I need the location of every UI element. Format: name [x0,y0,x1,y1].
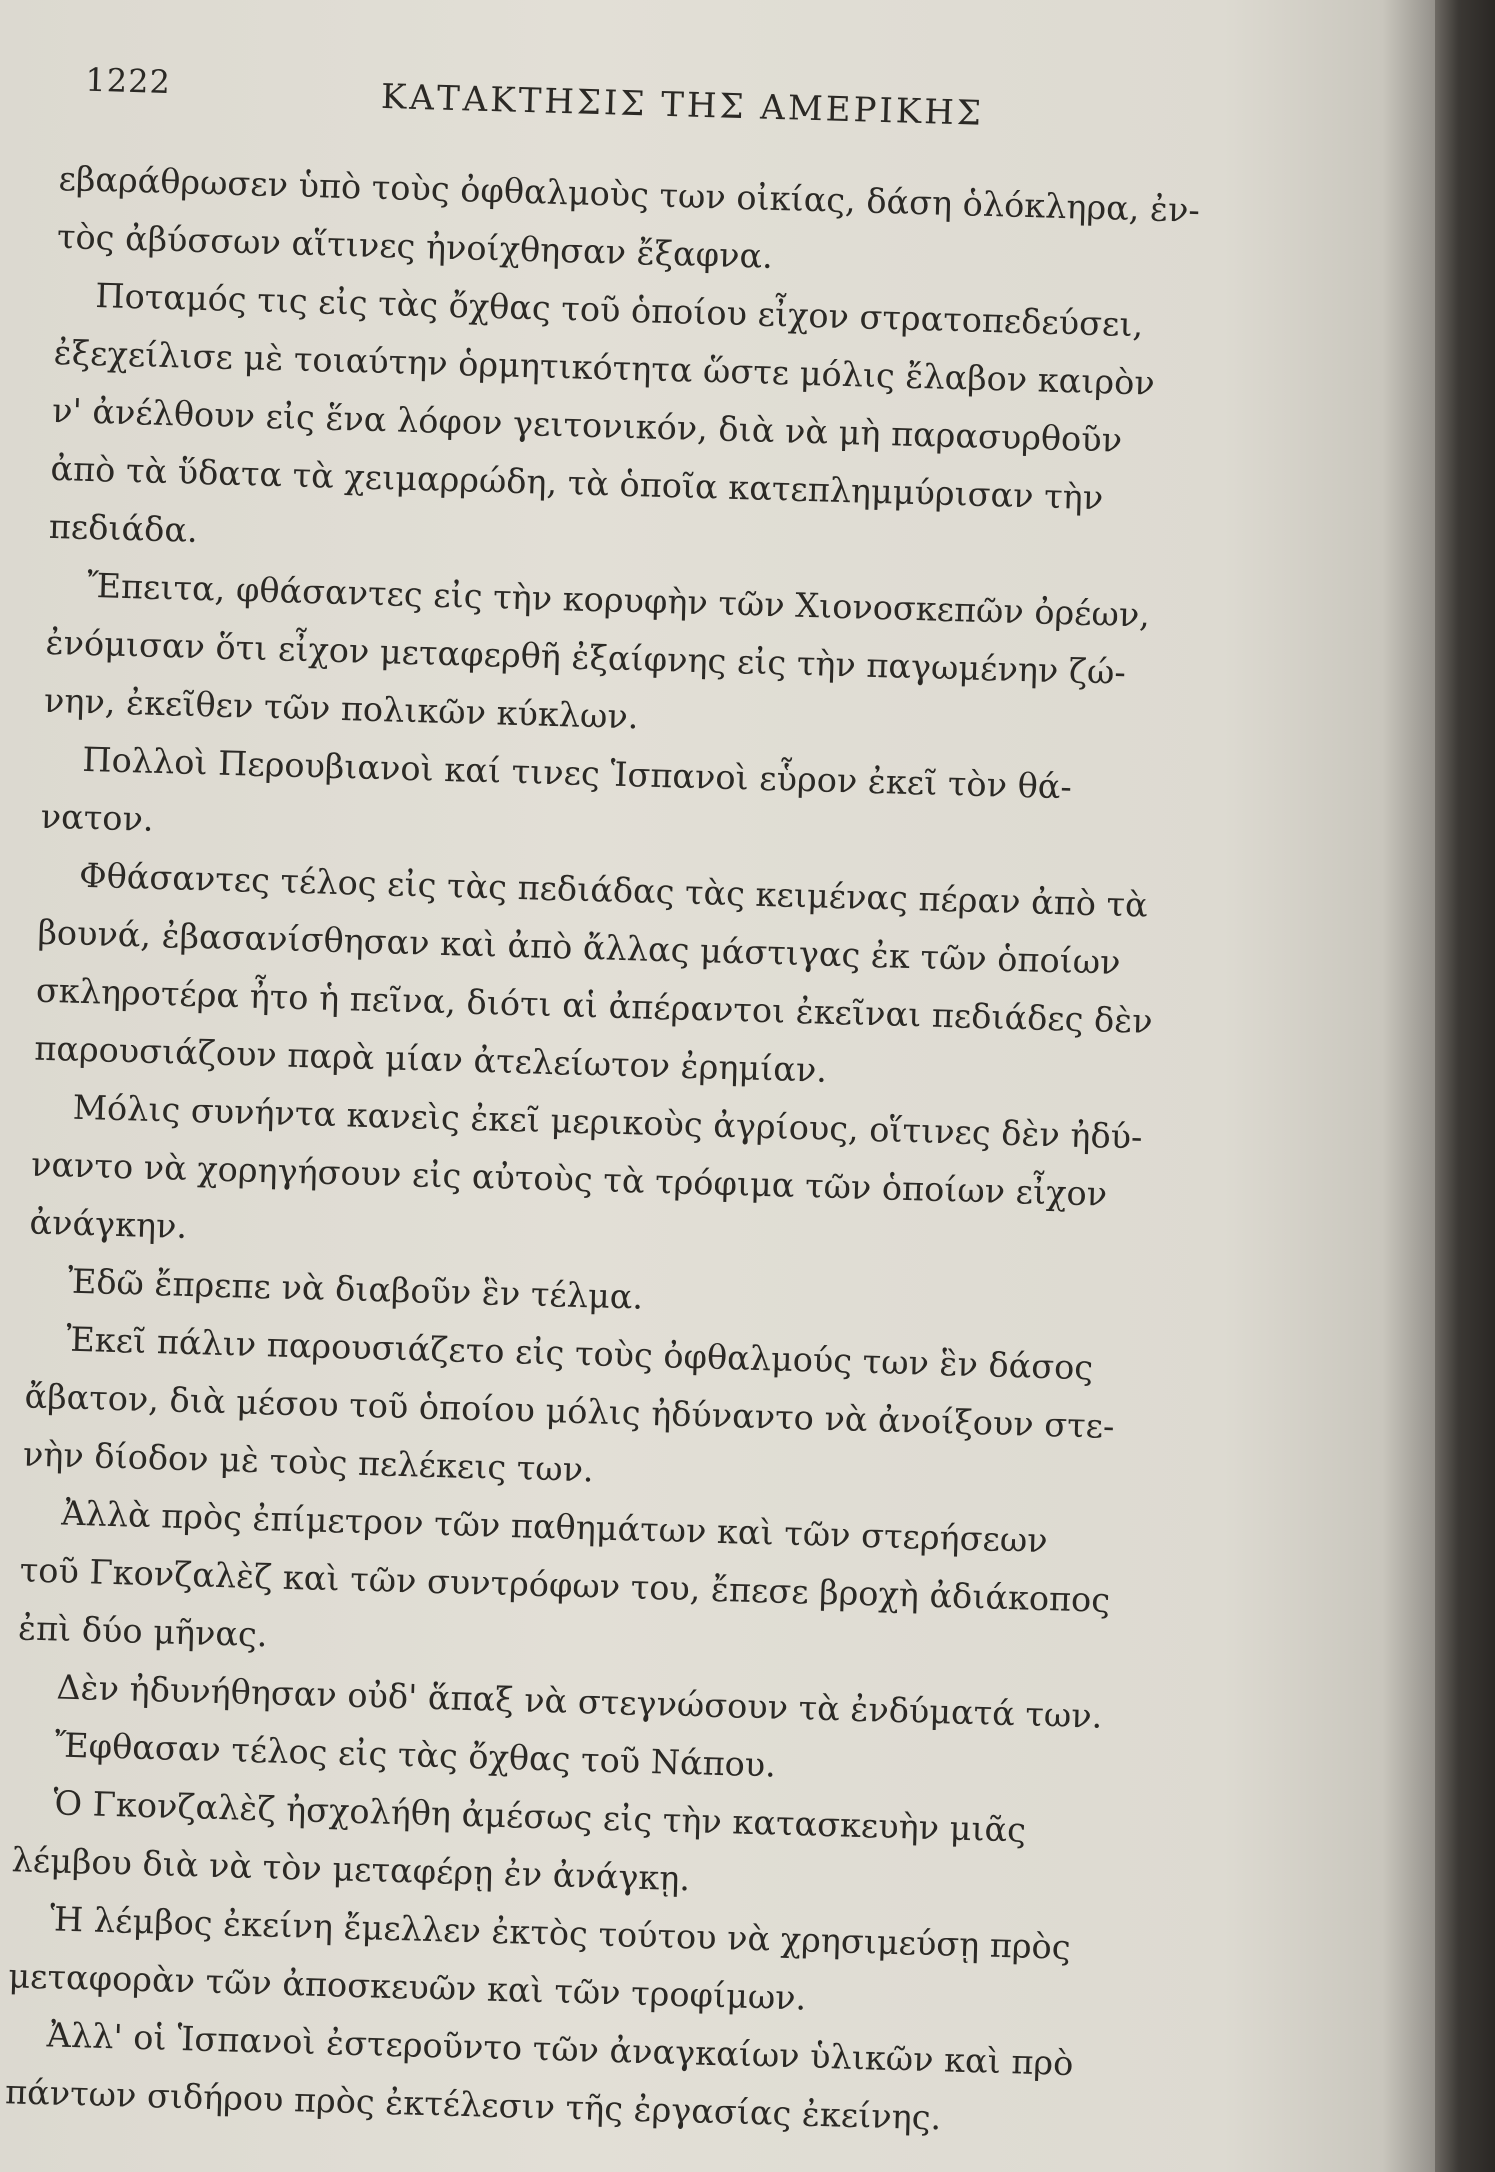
text-line: ἐπὶ δύο μῆνας. [17,1608,269,1655]
text-line: Μόλις συνήντα κανεὶς ἐκεῖ μερικοὺς ἀγρίους, οἵτινες δὲν ἠδύ- [72,1087,1143,1157]
text-line: Ἡ λέμβος ἐκείνη ἔμελλεν ἐκτὸς τούτου νὰ χρησιμεύσῃ πρὸς [49,1899,1072,1967]
paragraph [29,1078,1213,1285]
text-line: τοῦ Γκονζαλὲζ καὶ τῶν συντρόφων του, ἔπεσε βροχὴ ἀδιάκοπος [19,1550,1111,1620]
text-line: παρουσιάζουν παρὰ μίαν ἀτελείωτον ἐρημίαν. [33,1028,828,1090]
page-content [4,60,1241,2154]
page-number: 1222 [84,60,172,102]
text-line: εβαράθρωσεν ὑπὸ τοὺς ὀφθαλμοὺς των οἰκίας, δάση ὁλόκληρα, ἐν- [58,158,1201,230]
text-line: Ποταμός τις εἰς τὰς ὄχθας τοῦ ὁποίου εἶχον στρατοπεδεύσει, [94,276,1144,345]
text-line: ν' ἀνέλθουν εἰς ἕνα λόφον γειτονικόν, διὰ νὰ μὴ παρασυρθοῦν [51,390,1123,460]
text-line: Ἔπειτα, φθάσαντες εἰς τὴν κορυφὴν τῶν Χιονοσκεπῶν ὀρέων, [86,565,1151,635]
paragraph [22,1310,1206,1517]
text-line: Ἀλλ' οἱ Ἱσπανοὶ ἐστεροῦντο τῶν ἀναγκαίων ὑλικῶν καὶ πρὸ [46,2015,1074,2084]
text-line: λέμβου διὰ νὰ τὸν μεταφέρῃ ἐν ἀνάγκῃ. [11,1840,691,1899]
text-line: Δὲν ἠδυνήθησαν οὐδ' ἅπαξ νὰ στεγνώσουν τὰ ἐνδύματά των. [56,1667,1103,1736]
text-line: Ἔφθασαν τέλος εἰς τὰς ὄχθας τοῦ Νάπου. [54,1725,777,1785]
paragraph [34,846,1220,1111]
text-line: ναντο νὰ χορηγήσουν εἰς αὐτοὺς τὰ τρόφιμα τῶν ὁποίων εἶχον [30,1144,1108,1214]
text-line: νατον. [40,796,155,839]
text-line: Πολλοὶ Περουβιανοὶ καί τινες Ἱσπανοὶ εὗρον ἐκεῖ τὸν θά- [81,739,1073,807]
page-gutter-shadow [1435,0,1495,2172]
text-line: μεταφορὰν τῶν ἀποσκευῶν καὶ τῶν τροφίμων. [7,1956,807,2018]
text-line: τὸς ἀβύσσων αἵτινες ἠνοίχθησαν ἔξαφνα. [56,216,774,276]
text-line: Ὁ Γκονζαλὲζ ἠσχολήθη ἀμέσως εἰς τὴν κατασκευὴν μιᾶς [52,1783,1027,1850]
text-line: ἐξεχείλισε μὲ τοιαύτην ὁρμητικότητα ὥστε μόλις ἔλαβον καιρὸν [53,332,1156,403]
text-line: σκληροτέρα ἦτο ἡ πεῖνα, διότι αἱ ἀπέραντοι ἐκεῖναι πεδιάδες δὲν [35,970,1154,1041]
text-line: ἀνάγκην. [28,1202,188,1246]
running-title: ΚΑΤΑΚΤΗΣΙΣ ΤΗΣ ΑΜΕΡΙΚΗΣ [380,76,985,134]
text-line: ἐνόμισαν ὅτι εἶχον μεταφερθῆ ἐξαίφνης εἰς τὴν παγωμένην ζώ- [45,622,1127,692]
text-line: νην, ἐκεῖθεν τῶν πολικῶν κύκλων. [43,680,639,737]
text-line: Ἐδῶ ἔπρεπε νὰ διαβοῦν ἓν τέλμα. [67,1261,644,1317]
text-line: Ἐκεῖ πάλιν παρουσιάζετο εἰς τοὺς ὀφθαλμούς των ἓν δάσος [65,1319,1094,1388]
text-line: πάντων σιδήρου πρὸς ἐκτέλεσιν τῆς ἐργασίας ἐκείνης. [4,2072,942,2138]
text-line: Φθάσαντες τέλος εἰς τὰς πεδιάδας τὰς κειμένας πέραν ἀπὸ τὰ [78,855,1149,925]
text-line: ἀπὸ τὰ ὕδατα τὰ χειμαρρώδη, τὰ ὁποῖα κατεπλημμύρισαν τὴν [50,448,1104,518]
text-line: νὴν δίοδον μὲ τοὺς πελέκεις των. [22,1434,595,1490]
paragraph [43,556,1227,763]
text-line: πεδιάδα. [48,506,199,550]
text-line: ἄβατον, διὰ μέσου τοῦ ὁποίου μόλις ἠδύναντο νὰ ἀνοίξουν στε- [24,1376,1115,1446]
body-text [4,150,1239,2154]
paragraph [48,266,1236,589]
paragraph [17,1483,1201,1690]
text-line: βουνά, ἐβασανίσθησαν καὶ ἀπὸ ἄλλας μάστιγας ἐκ τῶν ὁποίων [37,912,1122,982]
text-line: Ἀλλὰ πρὸς ἐπίμετρον τῶν παθημάτων καὶ τῶν στερήσεων [60,1493,1049,1561]
